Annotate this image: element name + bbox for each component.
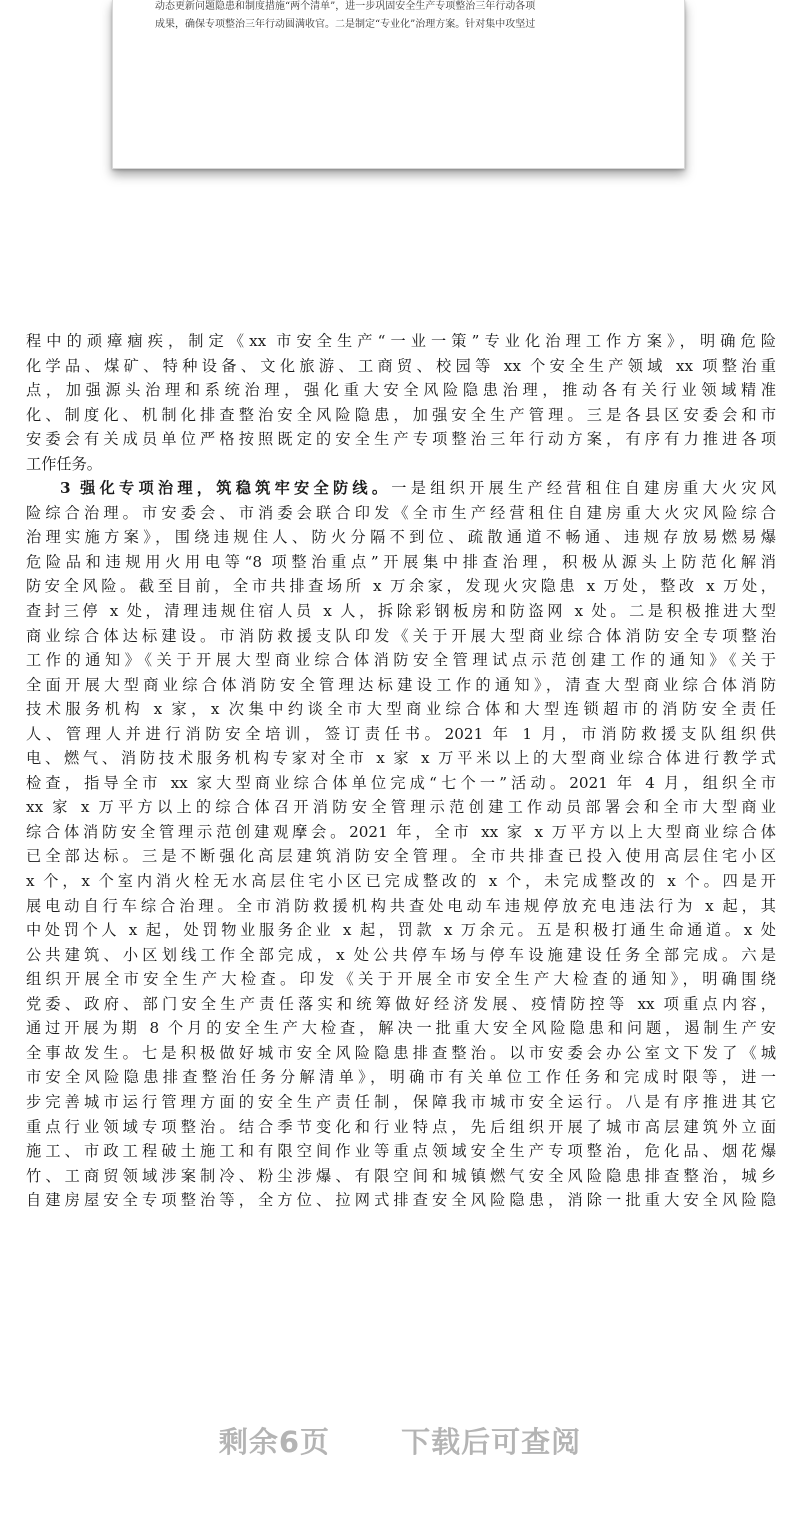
- text-line: 施工、市政工程破土施工和有限空间作业等重点领域安全生产专项整治，危化品、烟花爆: [26, 1142, 776, 1161]
- text-line: 组织开展全市安全生产大检查。印发《关于开展全市安全生产大检查的通知》，明确围绕: [26, 970, 776, 989]
- text-line: 已全部达标。三是不断强化高层建筑消防安全管理。全市共排查已投入使用高层住宅小区: [26, 847, 776, 866]
- text-line: 中处罚个人 x 起，处罚物业服务企业 x 起，罚款 x 万余元。五是积极打通生命通道。x 处: [26, 921, 776, 940]
- section-heading: 3 强化专项治理，筑稳筑牢安全防线。: [60, 479, 392, 498]
- download-to-view-label[interactable]: 下载后可查阅: [401, 1425, 582, 1459]
- text-line: 步完善城市运行管理方面的安全生产责任制，保障我市城市安全运行。八是有序推进其它: [26, 1092, 776, 1111]
- text-line: 检查，指导全市 xx 家大型商业综合体单位完成“七个一”活动。2021 年 4 月，组织全市: [26, 773, 776, 792]
- text-line: 查封三停 x 处，清理违规住宿人员 x 人，拆除彩钢板房和防盗网 x 处。二是积极推进大型: [26, 602, 776, 621]
- preview-page-card: [112, 0, 685, 169]
- text-line: 程中的顽瘴痼疾，制定《xx 市安全生产“一业一策”专业化治理工作方案》，明确危险: [26, 332, 776, 350]
- text-line: 治理实施方案》，围绕违规住人、防火分隔不到位、疏散通道不畅通、违规存放易燃易爆: [26, 528, 776, 547]
- text-line: 人、管理人并进行消防安全培训，签订责任书。2021 年 1 月，市消防救援支队组织供: [26, 724, 776, 743]
- text-line: 公共建筑、小区划线工作全部完成，x 处公共停车场与停车设施建设任务全部完成。六是: [26, 945, 776, 964]
- text-line: 全事故发生。七是积极做好城市安全风险隐患排查整治。以市安委会办公室文下发了《城: [26, 1043, 776, 1062]
- section-first-line: [26, 476, 776, 501]
- text-line: 竹、工商贸领域涉案制冷、粉尘涉爆、有限空间和城镇燃气安全风险隐患排查整治，城乡: [26, 1166, 776, 1185]
- text-line: 工作任务。: [26, 454, 102, 473]
- text-line: xx 家 x 万平方以上的综合体召开消防安全管理示范创建工作动员部署会和全市大型商业: [26, 798, 776, 817]
- text-line: 危险品和违规用火用电等“8 项整治重点”开展集中排查治理，积极从源头上防范化解消: [26, 552, 776, 571]
- text-line: 险综合治理。市安委会、市消委会联合印发《全市生产经营租住自建房重大火灾风险综合: [26, 503, 776, 522]
- text-line: 商业综合体达标建设。市消防救援支队印发《关于开展大型商业综合体消防安全专项整治: [26, 626, 776, 645]
- document-page: [26, 329, 776, 1213]
- remaining-pages-bar[interactable]: [0, 1420, 800, 1480]
- remaining-pages-label[interactable]: 剩余6页: [218, 1425, 331, 1459]
- text-line: 技术服务机构 x 家，x 次集中约谈全市大型商业综合体和大型连锁超市的消防安全责任: [26, 700, 776, 719]
- text-line: 自建房屋安全专项整治等，全方位、拉网式排查安全风险隐患，消除一批重大安全风险隐: [26, 1191, 776, 1210]
- text-line: 党委、政府、部门安全生产责任落实和统筹做好经济发展、疫情防控等 xx 项重点内容，: [26, 994, 776, 1013]
- text-line: 点，加强源头治理和系统治理，强化重大安全风险隐患治理，推动各有关行业领域精准: [26, 381, 776, 400]
- preview-line-1: 动态更新问题隐患和制度措施“两个清单”，进一步巩固安全生产专项整治三年行动各项: [155, 1, 536, 12]
- text-line: 展电动自行车综合治理。全市消防救援机构共查处电动车违规停放充电违法行为 x 起，其: [26, 896, 776, 915]
- text-line: 全面开展大型商业综合体消防安全管理达标建设工作的通知》，清查大型商业综合体消防: [26, 675, 776, 694]
- text-line: 重点行业领域专项整治。结合季节变化和行业特点，先后组织开展了城市高层建筑外立面: [26, 1117, 776, 1136]
- text-line: 安委会有关成员单位严格按照既定的安全生产专项整治三年行动方案，有序有力推进各项: [26, 430, 776, 449]
- text-line: 综合体消防安全管理示范创建观摩会。2021 年，全市 xx 家 x 万平方以上大型商业综合体: [26, 822, 776, 841]
- text-line: 电、燃气、消防技术服务机构专家对全市 x 家 x 万平米以上的大型商业综合体进行教学式: [26, 749, 776, 768]
- text-line: 化、制度化、机制化排查整治安全风险隐患，加强安全生产管理。三是各县区安委会和市: [26, 405, 776, 424]
- text-line: 市安全风险隐患排查整治任务分解清单》，明确市有关单位工作任务和完成时限等，进一: [26, 1068, 776, 1087]
- text-line: x 个，x 个室内消火栓无水高层住宅小区已完成整改的 x 个，未完成整改的 x 个。四是开: [26, 872, 776, 891]
- text-line: 工作的通知》《关于开展大型商业综合体消防安全管理试点示范创建工作的通知》《关于: [26, 651, 776, 670]
- text-line: 通过开展为期 8 个月的安全生产大检查，解决一批重大安全风险隐患和问题，遏制生产安: [26, 1019, 776, 1038]
- text-line: 化学品、煤矿、特种设备、文化旅游、工商贸、校园等 xx 个安全生产领域 xx 项整治重: [26, 356, 776, 375]
- preview-line-2: 成果，确保专项整治三年行动圆满收官。二是制定“专业化”治理方案。针对集中攻坚过: [155, 19, 536, 30]
- text-line: 防安全风险。截至目前，全市共排查场所 x 万余家，发现火灾隐患 x 万处，整改 x 万处，: [26, 577, 776, 596]
- section-first-rest: 一是组织开展生产经营租住自建房重大火灾风: [391, 479, 777, 498]
